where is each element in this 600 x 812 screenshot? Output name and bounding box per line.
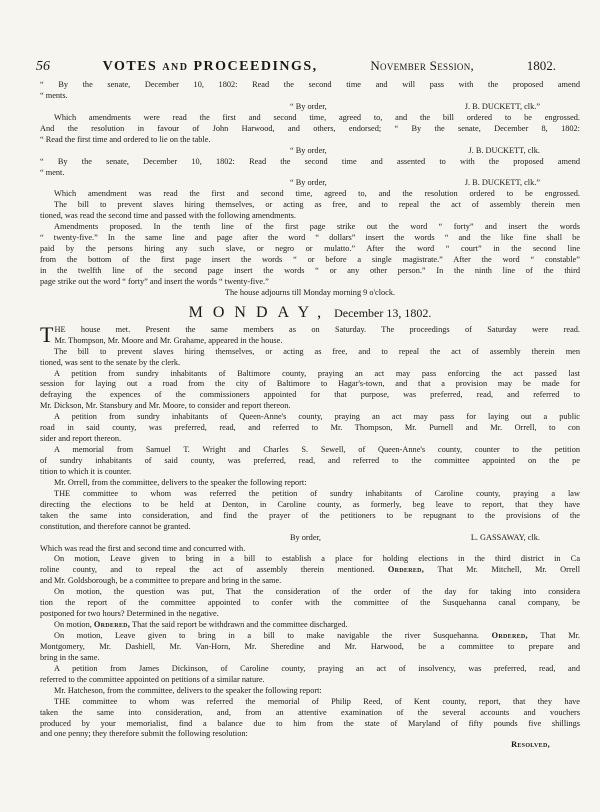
text-line: roline county, and to repeal the act of assembly therein mentioned. Ordered, That Mr. Mitchell, Mr. Orrell [40, 565, 580, 575]
text-line: A petition from sundry inhabitants of Baltimore county, praying an act may pass enforcing the act passed last [54, 368, 580, 378]
by-order: By order, [290, 532, 322, 542]
text-line: Which amendments were read the first and second time, agreed to, and the bill ordered to be engrossed. [54, 112, 580, 122]
text-line: Which was read the first and second time and concurred with. [40, 543, 246, 553]
text-line: postponed for two hours? Determined in the negative. [40, 609, 219, 619]
text-line: of sundry inhabitants of said county, was preferred, read, and referred to the committee appointed on the pe [40, 456, 580, 465]
text-line: The bill to prevent slaves hiring themselves, or acting as free, and to repeal the act of assembly therein men [54, 346, 580, 356]
by-order: “ By order, [290, 178, 327, 188]
text-line: bring in the same. [40, 652, 100, 662]
text-line: On motion, the question was put, That the consideration of the order of the day for taking into considera [54, 587, 580, 597]
running-session: November Session, [370, 58, 475, 73]
text-line: sider and report thereon. [40, 434, 122, 444]
text-line: Montgomery, Mr. Dashiell, Mr. Van-Horn, Mr. Sheredine and Mr. Harwood, be a committee to prepare and [40, 641, 580, 651]
text-line: Mr. Dickson, Mr. Stansbury and Mr. Moore, to consider and report thereon. [40, 401, 291, 411]
by-order: “ By order, [290, 145, 327, 155]
ordered-label: Ordered, [387, 565, 425, 575]
text-line: Mr. Hatcheson, from the committee, delivers to the speaker the following report: [54, 685, 322, 695]
running-title: VOTES and PROCEEDINGS, [102, 59, 318, 74]
text-line: “ By the senate, December 10, 1802: Read the second time and assented to with the proposed amend [40, 156, 580, 166]
text-line: road in said county, was preferred, read, and referred to Mr. Thompson, Mr. Purnell and Mr. Orrell, to con [40, 423, 580, 433]
running-year: 1802. [526, 58, 556, 73]
clerk-signature: J. B. DUCKETT, clk. [468, 145, 540, 155]
text-line: “ Read the first time and ordered to lie on the table. [40, 134, 211, 144]
text-line: On motion, Leave given to bring in a bill to make navigable the river Susquehanna. Ordered, That Mr. [54, 631, 580, 640]
clerk-signature: L. GASSAWAY, clk. [470, 532, 540, 542]
text-line: and Mr. Goldsborough, be a committee to prepare and bring in the same. [40, 576, 282, 586]
page-number: 56 [36, 59, 50, 74]
document-body [40, 80, 580, 751]
adjournment-line: The house adjourns till Monday morning 9 o'clock. [224, 287, 396, 297]
text-line: Which amendment was read the first and second time, agreed to, and the resolution ordered to be engrossed. [54, 189, 580, 199]
text-line: tion the report of the committee appointed to confer with the committee of the Susquehanna canal company, be [40, 598, 580, 608]
text-line: in the twelfth line of the second page insert the words “ or any other person.” In the ninth line of the third [40, 265, 580, 275]
text-line: taken the same into consideration, and find the prayer of the petitioners to be repugnant to the provisions of the [40, 510, 580, 520]
text-line: Amendments proposed. In the tenth line of the first page strike out the word “ forty” and insert the words [54, 222, 580, 232]
by-order: “ By order, [290, 101, 327, 111]
catchword: Resolved, [511, 740, 550, 750]
text-line: A petition from James Dickinson, of Caroline county, praying an act of insolvency, was preferred, read, and [54, 663, 580, 673]
text-line: produced by your memorialist, find a balance due to him from the state of Maryland of fifty pounds five shillings [40, 718, 580, 728]
text-line: THE committee to whom was referred the petition of sundry inhabitants of Caroline county, praying a law [54, 488, 580, 498]
text-line: tition to which it is counter. [40, 466, 132, 476]
text-line: “ ments. [40, 90, 68, 100]
text-line: paid by the persons hiring any such slave, or negro or mulatto.” After the word “ court” in the second line [40, 244, 580, 254]
page-header [36, 58, 556, 78]
text-line: “ twenty-five.” In the same line and page after the word “ dollars” insert the words “ and the like fine shall be [40, 233, 580, 243]
text-line: Mr. Orrell, from the committee, delivers to the speaker the following report: [54, 477, 307, 487]
text-line: directing the elections to be held at Denton, in Caroline county, as formerly, beg leave to report, that they have [40, 499, 580, 509]
signature-line [40, 146, 580, 157]
text-line: defraying the expences of the commissioners appointed for that purpose, was preferred, read, and referred to [40, 390, 580, 400]
text-line: On motion, Ordered, That the said report be withdrawn and the committee discharged. [54, 620, 348, 630]
text-line: Mr. Thompson, Mr. Moore and Mr. Grahame, appeared in the house. [54, 335, 283, 345]
text-line: And the resolution in favour of John Harwood, and others, endorsed; “ By the senate, December 8, 1802: [40, 123, 580, 133]
day-heading [40, 301, 580, 325]
text-line: A petition from sundry inhabitants of Queen-Anne's county, praying an act may pass for laying out a public [54, 412, 580, 422]
text-line: “ By the senate, December 10, 1802: Read the second time and will pass with the proposed amend [40, 80, 580, 89]
text-line: “ ment. [40, 167, 65, 177]
signature-line [40, 533, 580, 544]
signature-line [40, 178, 580, 189]
text-line: On motion, Leave given to bring in a bill to establish a place for holding elections in the third district in Ca [54, 554, 580, 564]
text-line: The bill to prevent slaves hiring themselves, or acting as free, and to repeal the act of assembly therein men [54, 200, 580, 210]
text-line: page strike out the word “ forty” and insert the words “ twenty-five.” [40, 276, 269, 286]
text-line: taken the same into consideration, and, from an attentive examination of the several accounts and vouchers [40, 707, 580, 717]
text-line: tioned, was sent to the senate by the clerk. [40, 357, 181, 367]
text-line: tioned, was read the second time and passed with the following amendments. [40, 211, 296, 221]
text-line: THE house met. Present the same members as on Saturday. The proceedings of Saturday were read. [40, 321, 580, 347]
text-line: from the bottom of the first page insert the words “ or before a single magistrate.” After the word “ constable” [40, 255, 580, 264]
ordered-label: Ordered, [491, 631, 528, 640]
text-line: THE committee to whom was referred the memorial of Philip Reed, of Kent county, report, that they have [54, 696, 580, 706]
day-name: MONDAY, [188, 303, 332, 321]
text-line: session for laying out a road from the city of Baltimore to Hagar's-town, and that a provision may be made for [40, 379, 580, 389]
text-line: and one penny; they therefore submit the following resolution: [40, 729, 248, 739]
text-line: constitution, and therefore cannot be granted. [40, 521, 191, 531]
text-line: referred to the committee appointed on petitions of a similar nature. [40, 674, 265, 684]
clerk-signature: J. B. DUCKETT, clk.” [464, 178, 540, 188]
drop-cap: T [40, 321, 54, 347]
ordered-label: Ordered, [93, 620, 131, 630]
day-date: December 13, 1802. [334, 305, 432, 320]
signature-line [40, 102, 580, 113]
text-line: A memorial from Samuel T. Wright and Charles S. Sewell, of Queen-Anne's county, counter to the petition [54, 445, 580, 455]
clerk-signature: J. B. DUCKETT, clk.” [464, 101, 540, 111]
